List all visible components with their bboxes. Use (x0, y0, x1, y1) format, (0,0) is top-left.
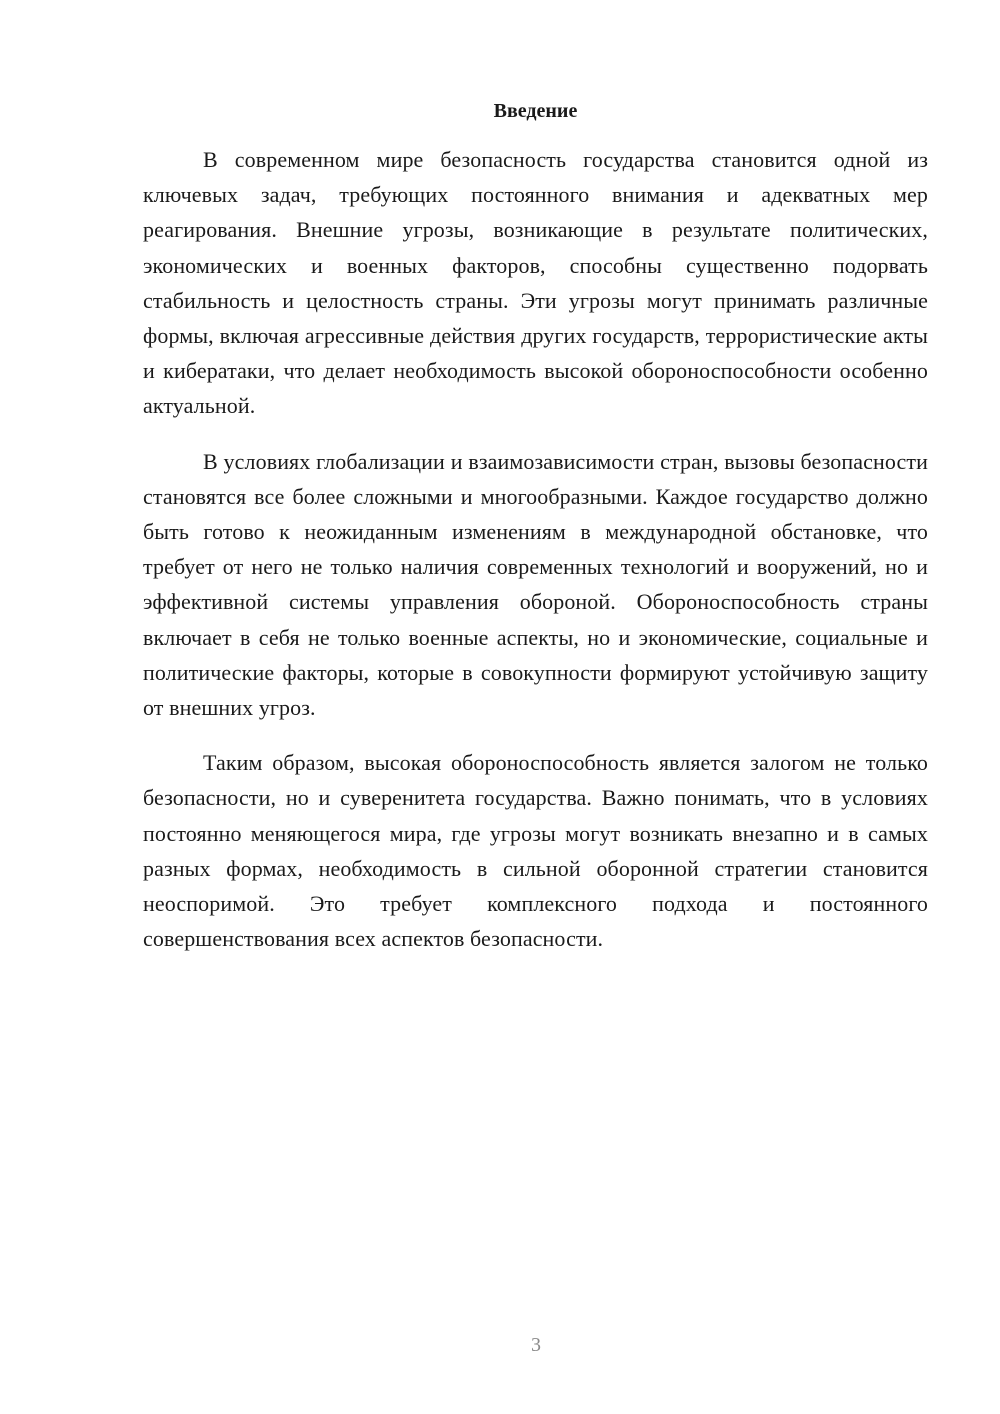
section-heading: Введение (493, 100, 578, 122)
paragraph-3: Таким образом, высокая обороноспособность является залогом не только безопасности, но и суверенитета государства. Важно понимать, что в условиях постоянно меняющегося мира, где угрозы могут возникать внезапно и в самых разных формах, необходимость в сильной оборонной стратегии становится неоспоримой. Это требует комплексного подхода и постоянного совершенствования всех аспектов безопасности. (143, 750, 928, 952)
page-number: 3 (531, 1334, 541, 1356)
paragraph-2: В условиях глобализации и взаимозависимости стран, вызовы безопасности становятся все более сложными и многообразными. Каждое государство должно быть готово к неожиданным изменениям в международной обстановке, что требует от него не только наличия современных технологий и вооружений, но и эффективной системы управления обороной. Обороноспособность страны включает в себя не только военные аспекты, но и экономические, социальные и политические факторы, которые в совокупности формируют устойчивую защиту от внешних угроз. (143, 448, 928, 721)
paragraph-1: В современном мире безопасность государства становится одной из ключевых задач, требующих постоянного внимания и адекватных мер реагирования. Внешние угрозы, возникающие в результате политических, экономических и военных факторов, способны существенно подорвать стабильность и целостность страны. Эти угрозы могут принимать различные формы, включая агрессивные действия других государств, террористические акты и кибератаки, что делает необходимость высокой обороноспособности особенно актуальной. (143, 147, 928, 419)
body-text (143, 142, 928, 976)
